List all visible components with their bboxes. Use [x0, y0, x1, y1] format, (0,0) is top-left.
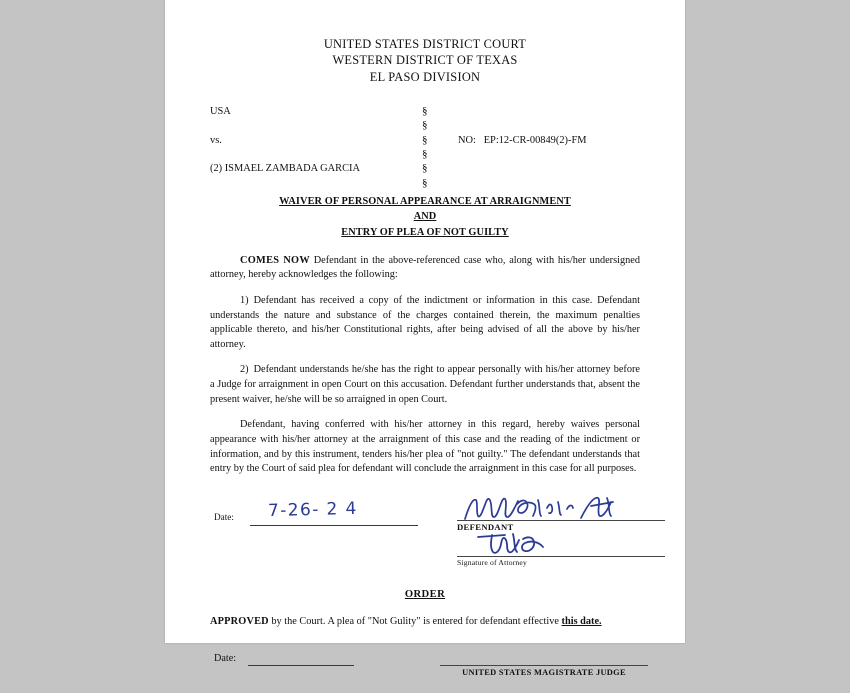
judge-signature-block [210, 653, 640, 693]
case-caption [210, 105, 640, 189]
signature-block [210, 493, 640, 579]
judge-date-field[interactable] [248, 665, 354, 666]
order-effective-date-emphasis: this date. [561, 615, 602, 627]
document-page [165, 0, 685, 678]
handwritten-date-value: 7-26- 2 4 [267, 498, 359, 521]
document-body [210, 254, 640, 477]
case-number [458, 135, 586, 146]
defendant-signature-ink [457, 493, 665, 519]
caption-versus: vs. [210, 135, 222, 147]
court-heading [210, 36, 640, 85]
paragraph-2-text: Defendant understands he/she has the right to appear personally with his/her attorney before a Judge for arraignment in open Court on this accusation. Defendant further understands that, absent the present waiver, he/she will be so arraigned in open Court. [210, 364, 640, 405]
order-paragraph [210, 615, 640, 630]
court-name-line2: WESTERN DISTRICT OF TEXAS [332, 53, 518, 68]
document-title-line2: AND [413, 211, 437, 223]
case-number-label: NO: [458, 135, 476, 147]
comes-now-lead: COMES NOW [240, 254, 310, 266]
paragraph-1-text: Defendant has received a copy of the indictment or information in this case. Defendant understands the nature and substance of the charges contained therein, the maximum penalties applicable thereto, and his/her Constitutional rights, after being advised of all the above by his/her attorney. [210, 295, 640, 350]
paragraph-1 [210, 294, 640, 352]
intro-paragraph-text: Defendant in the above-referenced case who, along with his/her undersigned attorney, hereby acknowledges the following: [210, 254, 640, 281]
judge-signature-line[interactable] [440, 665, 648, 666]
paragraph-3-text: Defendant, having conferred with his/her attorney in this regard, hereby waives personal appearance with his/her attorney at the arraignment of this case and the reading of the indictment or information, and by this instrument, tenders his/her plea of "not guilty." The defendant understands that entry by the Court of said plea for defendant will conclude the arraignment in this case for all purposes. [210, 419, 640, 475]
signature-lines [457, 493, 665, 567]
judge-title-label: UNITED STATES MAGISTRATE JUDGE [462, 668, 626, 678]
document-title-line1: WAIVER OF PERSONAL APPEARANCE AT ARRAIGNMENT [279, 196, 571, 208]
judge-date-label: Date: [214, 653, 237, 665]
caption-defendant: (2) ISMAEL ZAMBADA GARCIA [210, 163, 360, 175]
court-name-line1: UNITED STATES DISTRICT COURT [323, 37, 527, 51]
approved-lead: APPROVED [210, 615, 269, 627]
defendant-label: DEFENDANT [457, 521, 514, 532]
section-symbol-column: § § § § § § [422, 105, 428, 189]
attorney-label: Signature of Attorney [457, 557, 527, 567]
caption-plaintiff: USA [210, 106, 231, 118]
case-number-value: EP:12-CR-00849(2)-FM [483, 135, 587, 147]
paragraph-1-number: 1) [240, 295, 249, 307]
paragraph-2-number: 2) [240, 364, 249, 376]
document-title [210, 194, 640, 240]
order-heading: ORDER [404, 588, 446, 600]
defendant-date-field[interactable] [250, 498, 418, 526]
defendant-date-label: Date: [214, 511, 234, 522]
paragraph-3 [210, 418, 640, 476]
order-paragraph-text: by the Court. A plea of "Not Gulity" is entered for defendant effective [268, 615, 562, 627]
intro-paragraph [210, 254, 640, 283]
court-name-line3: EL PASO DIVISION [369, 69, 481, 84]
document-title-line3: ENTRY OF PLEA OF NOT GUILTY [341, 226, 509, 238]
attorney-signature-ink [457, 532, 665, 555]
paragraph-2 [210, 363, 640, 407]
